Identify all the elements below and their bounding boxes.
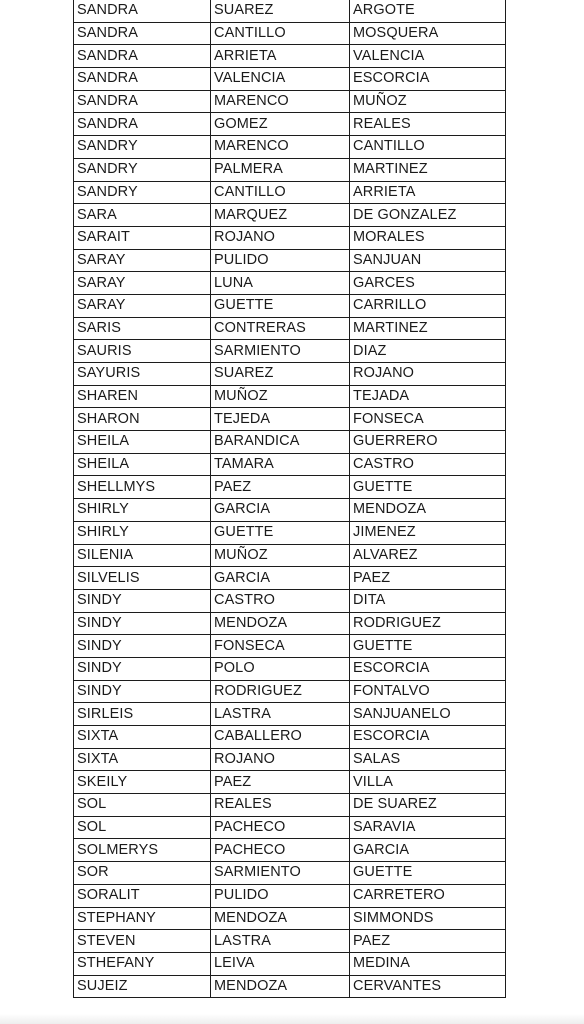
table-row (74, 748, 506, 771)
first-name-cell: SANDRA (74, 90, 211, 113)
first-surname-cell: MENDOZA (211, 975, 350, 998)
first-name-cell: SINDY (74, 657, 211, 680)
first-surname-cell: VALENCIA (211, 68, 350, 91)
first-surname-cell: PULIDO (211, 249, 350, 272)
second-surname-cell: TEJADA (350, 385, 506, 408)
first-surname-cell: LASTRA (211, 703, 350, 726)
first-name-cell: STHEFANY (74, 952, 211, 975)
first-surname-cell: LUNA (211, 272, 350, 295)
table-row (74, 68, 506, 91)
first-name-cell: SIRLEIS (74, 703, 211, 726)
second-surname-cell: MUÑOZ (350, 90, 506, 113)
first-surname-cell: MARENCO (211, 136, 350, 159)
second-surname-cell: SARAVIA (350, 816, 506, 839)
second-surname-cell: VALENCIA (350, 45, 506, 68)
table-row (74, 521, 506, 544)
first-name-cell: SHEILA (74, 453, 211, 476)
first-name-cell: SUJEIZ (74, 975, 211, 998)
second-surname-cell: DE SUAREZ (350, 794, 506, 817)
first-surname-cell: GUETTE (211, 294, 350, 317)
first-name-cell: SANDRY (74, 158, 211, 181)
second-surname-cell: MORALES (350, 226, 506, 249)
table-row (74, 567, 506, 590)
first-name-cell: SAURIS (74, 340, 211, 363)
second-surname-cell: CARRILLO (350, 294, 506, 317)
first-name-cell: SINDY (74, 680, 211, 703)
first-name-cell: SOR (74, 862, 211, 885)
table-row (74, 862, 506, 885)
first-surname-cell: GUETTE (211, 521, 350, 544)
first-surname-cell: TAMARA (211, 453, 350, 476)
table-row (74, 272, 506, 295)
first-name-cell: SIXTA (74, 726, 211, 749)
table-row (74, 340, 506, 363)
table-row (74, 726, 506, 749)
first-surname-cell: ROJANO (211, 226, 350, 249)
table-row (74, 226, 506, 249)
second-surname-cell: FONTALVO (350, 680, 506, 703)
first-name-cell: SOL (74, 816, 211, 839)
first-surname-cell: MARENCO (211, 90, 350, 113)
table-row (74, 385, 506, 408)
table-row (74, 136, 506, 159)
second-surname-cell: GUETTE (350, 635, 506, 658)
table-row (74, 0, 506, 22)
second-surname-cell: MEDINA (350, 952, 506, 975)
table-row (74, 544, 506, 567)
first-surname-cell: CONTRERAS (211, 317, 350, 340)
first-surname-cell: BARANDICA (211, 431, 350, 454)
second-surname-cell: GUERRERO (350, 431, 506, 454)
first-surname-cell: RODRIGUEZ (211, 680, 350, 703)
first-surname-cell: LEIVA (211, 952, 350, 975)
page-bottom-edge (0, 1014, 584, 1024)
table-row (74, 22, 506, 45)
first-surname-cell: PACHECO (211, 816, 350, 839)
table-row (74, 113, 506, 136)
second-surname-cell: SALAS (350, 748, 506, 771)
second-surname-cell: ESCORCIA (350, 68, 506, 91)
second-surname-cell: MARTINEZ (350, 158, 506, 181)
first-surname-cell: PAEZ (211, 476, 350, 499)
table-row (74, 45, 506, 68)
first-surname-cell: GARCIA (211, 499, 350, 522)
second-surname-cell: GARCES (350, 272, 506, 295)
second-surname-cell: CASTRO (350, 453, 506, 476)
first-surname-cell: CANTILLO (211, 22, 350, 45)
table-row (74, 499, 506, 522)
second-surname-cell: ESCORCIA (350, 657, 506, 680)
second-surname-cell: MOSQUERA (350, 22, 506, 45)
table-row (74, 363, 506, 386)
first-name-cell: SARAY (74, 249, 211, 272)
first-surname-cell: SUAREZ (211, 0, 350, 22)
second-surname-cell: PAEZ (350, 930, 506, 953)
table-row (74, 839, 506, 862)
second-surname-cell: MENDOZA (350, 499, 506, 522)
second-surname-cell: DE GONZALEZ (350, 204, 506, 227)
first-surname-cell: MUÑOZ (211, 544, 350, 567)
first-surname-cell: GOMEZ (211, 113, 350, 136)
table-row (74, 204, 506, 227)
first-surname-cell: FONSECA (211, 635, 350, 658)
table-row (74, 907, 506, 930)
first-name-cell: SILVELIS (74, 567, 211, 590)
first-name-cell: STEVEN (74, 930, 211, 953)
first-name-cell: SOLMERYS (74, 839, 211, 862)
first-name-cell: SAYURIS (74, 363, 211, 386)
second-surname-cell: JIMENEZ (350, 521, 506, 544)
first-surname-cell: MENDOZA (211, 907, 350, 930)
second-surname-cell: CERVANTES (350, 975, 506, 998)
first-surname-cell: MARQUEZ (211, 204, 350, 227)
first-surname-cell: PALMERA (211, 158, 350, 181)
second-surname-cell: GUETTE (350, 862, 506, 885)
second-surname-cell: MARTINEZ (350, 317, 506, 340)
second-surname-cell: SANJUAN (350, 249, 506, 272)
first-name-cell: SOL (74, 794, 211, 817)
second-surname-cell: SANJUANELO (350, 703, 506, 726)
second-surname-cell: RODRIGUEZ (350, 612, 506, 635)
table-row (74, 794, 506, 817)
table-row (74, 408, 506, 431)
first-surname-cell: MENDOZA (211, 612, 350, 635)
first-name-cell: SANDRA (74, 68, 211, 91)
first-name-cell: SILENIA (74, 544, 211, 567)
second-surname-cell: GARCIA (350, 839, 506, 862)
first-name-cell: STEPHANY (74, 907, 211, 930)
first-surname-cell: PULIDO (211, 884, 350, 907)
names-table (73, 0, 506, 998)
first-name-cell: SORALIT (74, 884, 211, 907)
table-row (74, 453, 506, 476)
table-row (74, 771, 506, 794)
first-name-cell: SINDY (74, 612, 211, 635)
second-surname-cell: ESCORCIA (350, 726, 506, 749)
first-surname-cell: CABALLERO (211, 726, 350, 749)
first-name-cell: SHAREN (74, 385, 211, 408)
second-surname-cell: DIAZ (350, 340, 506, 363)
first-surname-cell: TEJEDA (211, 408, 350, 431)
table-row (74, 249, 506, 272)
first-name-cell: SHELLMYS (74, 476, 211, 499)
table-row (74, 476, 506, 499)
first-name-cell: SHIRLY (74, 521, 211, 544)
table-row (74, 589, 506, 612)
second-surname-cell: GUETTE (350, 476, 506, 499)
first-name-cell: SANDRY (74, 181, 211, 204)
second-surname-cell: SIMMONDS (350, 907, 506, 930)
second-surname-cell: ARGOTE (350, 0, 506, 22)
second-surname-cell: VILLA (350, 771, 506, 794)
first-surname-cell: ROJANO (211, 748, 350, 771)
first-surname-cell: PAEZ (211, 771, 350, 794)
first-surname-cell: CANTILLO (211, 181, 350, 204)
first-surname-cell: CASTRO (211, 589, 350, 612)
table-row (74, 884, 506, 907)
table-row (74, 158, 506, 181)
second-surname-cell: CARRETERO (350, 884, 506, 907)
first-name-cell: SARAY (74, 294, 211, 317)
second-surname-cell: CANTILLO (350, 136, 506, 159)
table-row (74, 635, 506, 658)
table-row (74, 612, 506, 635)
first-surname-cell: POLO (211, 657, 350, 680)
first-surname-cell: REALES (211, 794, 350, 817)
first-surname-cell: ARRIETA (211, 45, 350, 68)
first-name-cell: SANDRA (74, 113, 211, 136)
first-name-cell: SARAIT (74, 226, 211, 249)
first-name-cell: SHARON (74, 408, 211, 431)
table-row (74, 90, 506, 113)
table-row (74, 816, 506, 839)
first-surname-cell: LASTRA (211, 930, 350, 953)
table-row (74, 952, 506, 975)
second-surname-cell: ALVAREZ (350, 544, 506, 567)
first-surname-cell: GARCIA (211, 567, 350, 590)
first-surname-cell: MUÑOZ (211, 385, 350, 408)
second-surname-cell: ROJANO (350, 363, 506, 386)
first-name-cell: SINDY (74, 635, 211, 658)
first-name-cell: SANDRA (74, 0, 211, 22)
table-row (74, 431, 506, 454)
first-name-cell: SHIRLY (74, 499, 211, 522)
table-row (74, 181, 506, 204)
second-surname-cell: FONSECA (350, 408, 506, 431)
first-name-cell: SARA (74, 204, 211, 227)
first-name-cell: SANDRA (74, 22, 211, 45)
first-surname-cell: SARMIENTO (211, 340, 350, 363)
table-row (74, 680, 506, 703)
table-row (74, 930, 506, 953)
first-surname-cell: SARMIENTO (211, 862, 350, 885)
second-surname-cell: ARRIETA (350, 181, 506, 204)
second-surname-cell: PAEZ (350, 567, 506, 590)
second-surname-cell: REALES (350, 113, 506, 136)
first-name-cell: SINDY (74, 589, 211, 612)
first-name-cell: SANDRA (74, 45, 211, 68)
first-name-cell: SANDRY (74, 136, 211, 159)
first-surname-cell: SUAREZ (211, 363, 350, 386)
table-row (74, 703, 506, 726)
first-name-cell: SHEILA (74, 431, 211, 454)
first-surname-cell: PACHECO (211, 839, 350, 862)
table-row (74, 657, 506, 680)
table-row (74, 975, 506, 998)
names-table-body (74, 0, 506, 998)
first-name-cell: SARIS (74, 317, 211, 340)
second-surname-cell: DITA (350, 589, 506, 612)
first-name-cell: SIXTA (74, 748, 211, 771)
table-row (74, 294, 506, 317)
table-row (74, 317, 506, 340)
first-name-cell: SKEILY (74, 771, 211, 794)
first-name-cell: SARAY (74, 272, 211, 295)
